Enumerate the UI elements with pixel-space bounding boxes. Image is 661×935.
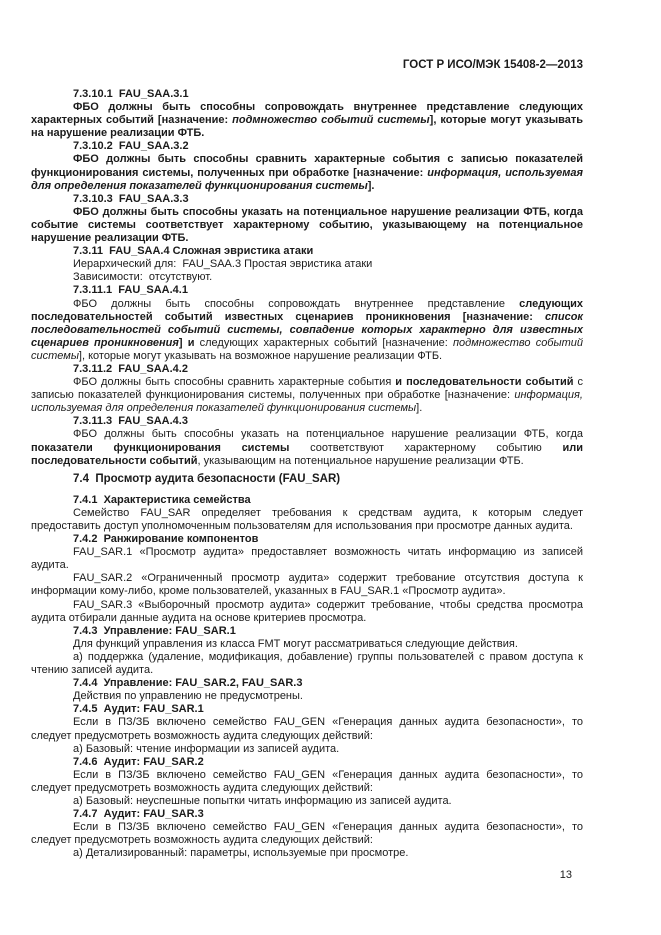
- doc-paragraph: [31, 847, 583, 860]
- doc-paragraph: [31, 376, 587, 415]
- text-run: Если в ПЗ/ЗБ включено семейство FAU_GEN «Генерация данных аудита безопасности», то следует предусмотреть возможность аудита следующих действий:: [31, 768, 587, 794]
- text-run: 7.3.10.2 FAU_SAA.3.2: [73, 140, 189, 153]
- text-run: 7.4.7 Аудит: FAU_SAR.3: [73, 808, 204, 821]
- text-run: 7.3.10.1 FAU_SAA.3.1: [73, 88, 189, 100]
- running-header: ГОСТ Р ИСО/МЭК 15408-2—2013: [402, 59, 583, 71]
- text-run: информация, используемая для определения показателей функционирования системы: [31, 166, 587, 192]
- text-run: показатели функционирования системы: [31, 441, 311, 454]
- text-run: ФБО должны быть способны сравнить характерные события: [73, 376, 396, 389]
- text-run: ФБО должны быть способны сопровождать внутреннее представление: [73, 297, 520, 310]
- doc-heading: [31, 415, 583, 428]
- text-run: следующих последовательностей событий известных сценариев проникновения [назначение:: [31, 297, 587, 323]
- text-run: следующих характерных событий [назначение:: [199, 336, 453, 349]
- text-run: , указывающим на потенциальное нарушение реализации ФТБ.: [197, 454, 524, 467]
- doc-paragraph: [31, 743, 583, 756]
- text-run: ФБО должны быть способны сопровождать внутреннее представление следующих характерных событий [назначение:: [31, 101, 587, 127]
- text-run: FAU_SAR.1 «Просмотр аудита» предоставляет возможность читать информацию из записей аудита.: [31, 546, 587, 572]
- text-run: 7.4.4 Управление: FAU_SAR.2, FAU_SAR.3: [73, 677, 303, 690]
- text-run: ], которые могут указывать на нарушение реализации ФТБ.: [31, 114, 587, 140]
- doc-paragraph: [31, 690, 583, 703]
- doc-paragraph: [31, 205, 587, 245]
- text-run: с записью показателей функционирования системы, полученных при обработке [назначение:: [31, 376, 587, 402]
- doc-heading: [31, 284, 583, 297]
- text-run: ], которые могут указывать на возможное нарушение реализации ФТБ.: [78, 349, 443, 362]
- text-run: а) Базовый: чтение информации из записей аудита.: [73, 742, 340, 755]
- text-run: 7.3.10.3 FAU_SAA.3.3: [73, 192, 189, 205]
- text-run: ] и: [178, 336, 200, 349]
- doc-heading: [31, 808, 583, 821]
- text-run: ФБО должны быть способны указать на потенциальное нарушение реализации ФТБ, когда: [73, 428, 587, 441]
- doc-paragraph: [31, 638, 583, 651]
- document-content: [31, 58, 587, 882]
- text-run: информация, используемая для определения показателей функционирования системы: [31, 389, 587, 415]
- text-run: ].: [367, 179, 375, 192]
- doc-heading: [31, 473, 583, 486]
- text-run: ].: [416, 402, 423, 415]
- text-run: Зависимости: отсутствуют.: [73, 271, 213, 284]
- doc-paragraph: [31, 428, 587, 467]
- doc-paragraph: [31, 271, 583, 284]
- doc-paragraph: [31, 506, 587, 533]
- doc-heading: [31, 363, 583, 376]
- text-run: 7.4.1 Характеристика семейства: [73, 493, 251, 506]
- doc-paragraph: [31, 795, 583, 808]
- doc-paragraph: [31, 546, 587, 572]
- text-run: 7.3.11 FAU_SAA.4 Сложная эвристика атаки: [73, 245, 314, 258]
- text-run: список последовательностей событий системы, совпадение которых характерно для известных сценариев проникновения: [31, 310, 587, 349]
- text-run: Если в ПЗ/ЗБ включено семейство FAU_GEN «Генерация данных аудита безопасности», то следует предусмотреть возможность аудита следующих действий:: [31, 716, 587, 742]
- text-run: 7.4 Просмотр аудита безопасности (FAU_SAR): [73, 472, 341, 485]
- text-run: Семейство FAU_SAR определяет требования к средствам аудита, к которым следует предоставить доступ уполномоченным пользователям для использования при просмотре данных аудита.: [31, 506, 587, 532]
- text-run: соответствуют характерному событию: [310, 441, 563, 454]
- doc-paragraph: [31, 153, 587, 192]
- doc-heading: [31, 625, 583, 638]
- doc-paragraph: [31, 716, 587, 742]
- doc-paragraph: [31, 297, 587, 363]
- doc-heading: [31, 245, 583, 258]
- text-run: а) поддержка (удаление, модификация, добавление) группы пользователей с правом доступа к чтению записей аудита.: [31, 650, 587, 677]
- doc-heading: [31, 677, 583, 690]
- doc-paragraph: [31, 650, 587, 677]
- text-run: 7.3.11.3 FAU_SAA.4.3: [73, 415, 188, 428]
- doc-heading: [31, 533, 583, 546]
- doc-heading: [31, 88, 583, 101]
- text-run: 7.4.5 Аудит: FAU_SAR.1: [73, 703, 204, 716]
- text-run: ФБО должны быть способны сравнить характерные события с записью показателей функционирования системы, полученных при обработке [назначение:: [31, 153, 587, 179]
- text-run: подмножество событий системы: [31, 336, 587, 362]
- text-run: 7.4.6 Аудит: FAU_SAR.2: [73, 755, 204, 768]
- doc-heading: [31, 494, 583, 507]
- doc-paragraph: [31, 572, 587, 598]
- text-run: Если в ПЗ/ЗБ включено семейство FAU_GEN «Генерация данных аудита безопасности», то следует предусмотреть возможность аудита следующих действий:: [31, 821, 587, 847]
- doc-paragraph: [31, 101, 587, 140]
- text-run: а) Базовый: неуспешные попытки читать информацию из записей аудита.: [73, 794, 452, 807]
- doc-paragraph: [31, 768, 587, 795]
- doc-heading: [31, 193, 583, 206]
- text-run: FAU_SAR.2 «Ограниченный просмотр аудита» содержит требование отсутствия доступа к информации кому-либо, кроме пользователей, указанных в FAU_SAR.1 «Просмотр аудита».: [31, 572, 587, 598]
- text-run: 7.3.11.2 FAU_SAA.4.2: [73, 362, 188, 375]
- text-run: а) Детализированный: параметры, используемые при просмотре.: [73, 847, 409, 860]
- doc-paragraph: [31, 258, 583, 271]
- text-run: Действия по управлению не предусмотрены.: [73, 690, 303, 703]
- doc-heading: [31, 703, 583, 716]
- doc-heading: [31, 756, 583, 769]
- text-run: Иерархический для: FAU_SAA.3 Простая эвристика атаки: [73, 258, 373, 271]
- text-run: 7.3.11.1 FAU_SAA.4.1: [73, 284, 188, 297]
- text-run: и последовательности событий: [395, 376, 578, 389]
- doc-heading: [31, 140, 583, 153]
- text-run: ФБО должны быть способны указать на потенциальное нарушение реализации ФТБ, когда событие системы соответствует характерному событию, указывающему на потенциальное нарушение реализации ФТБ.: [31, 205, 587, 245]
- text-run: FAU_SAR.3 «Выборочный просмотр аудита» содержит требование, чтобы средства просмотра аудита отбирали данные аудита на основе критериев просмотра.: [31, 598, 587, 624]
- page-number: 13: [559, 869, 572, 882]
- text-run: 7.4.2 Ранжирование компонентов: [73, 533, 259, 546]
- doc-paragraph: [31, 598, 587, 625]
- doc-paragraph: [31, 821, 587, 847]
- document-body: [31, 88, 587, 860]
- text-run: Для функций управления из класса FMT могут рассматриваться следующие действия.: [73, 637, 518, 650]
- text-run: подмножество событий системы: [232, 114, 430, 127]
- text-run: или последовательности событий: [31, 441, 587, 467]
- text-run: 7.4.3 Управление: FAU_SAR.1: [73, 624, 236, 637]
